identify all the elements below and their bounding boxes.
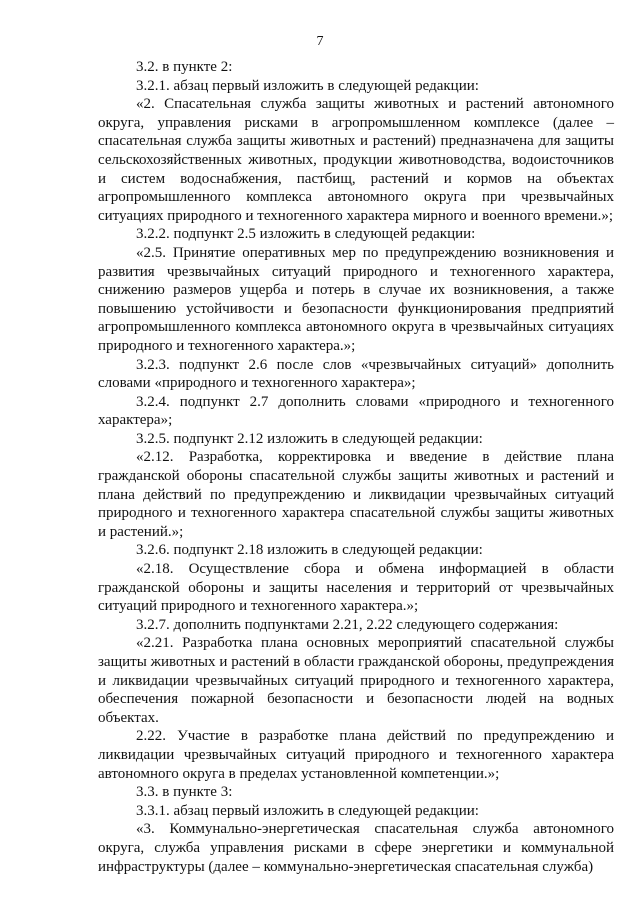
paragraph: 3.2.2. подпункт 2.5 изложить в следующей редакции: (136, 226, 476, 243)
paragraph: 3.2.3. подпункт 2.6 после слов «чрезвычайных ситуаций» дополнить словами «природного и техногенного характера»; (98, 356, 614, 392)
paragraph: 3.3.1. абзац первый изложить в следующей редакции: (136, 802, 479, 819)
paragraph: 3.2.5. подпункт 2.12 изложить в следующей редакции: (136, 430, 483, 447)
page-number: 7 (316, 34, 324, 49)
paragraph: «2.21. Разработка плана основных мероприятий спасательной службы защиты животных и растений в области гражданской обороны, предупреждения и ликвидации чрезвычайных ситуаций природного и техногенного характера, обеспечения пожарной безопасности и безопасности людей на водных объектах. (98, 635, 614, 726)
paragraph: «2.12. Разработка, корректировка и введение в действие плана гражданской обороны спасательной службы защиты животных и растений и плана действий по предупреждению и ликвидации чрезвычайных ситуаций природного и техногенного характера спасательной службы защиты животных и растений.»; (98, 449, 614, 540)
paragraph: «2. Спасательная служба защиты животных и растений автономного округа, управления рисками в агропромышленном комплексе (далее – спасательная служба защиты животных и растений) предназначена для защиты сельскохозяйственных животных, продукции животноводства, водоисточников и систем водоснабжения, пастбищ, растений и кормов на объектах агропромышленного комплекса автономного округа при чрезвычайных ситуациях природного и техногенного характера мирного и военного времени.»; (98, 96, 614, 224)
paragraph: 3.3. в пункте 3: (136, 784, 233, 801)
paragraph: 3.2.7. дополнить подпунктами 2.21, 2.22 следующего содержания: (136, 616, 559, 633)
paragraph: 3.2. в пункте 2: (136, 59, 233, 75)
paragraph: «2.5. Принятие оперативных мер по предупреждению возникновения и развития чрезвычайных ситуаций природного и техногенного характера, снижению размеров ущерба и потерь в случае их возникновения, а также повышению устойчивости и безопасности функционирования предприятий агропромышленного комплекса автономного округа в чрезвычайных ситуациях природного и техногенного характера.»; (98, 244, 614, 354)
paragraph: 3.2.1. абзац первый изложить в следующей редакции: (136, 77, 479, 94)
paragraph: 3.2.4. подпункт 2.7 дополнить словами «природного и техногенного характера»; (98, 393, 614, 429)
paragraph: «2.18. Осуществление сбора и обмена информацией в области гражданской обороны и защиты населения и территорий от чрезвычайных ситуаций природного и техногенного характера.»; (98, 561, 614, 615)
paragraph: 3.2.6. подпункт 2.18 изложить в следующей редакции: (136, 542, 483, 559)
paragraph: 2.22. Участие в разработке плана действий по предупреждению и ликвидации чрезвычайных ситуаций природного и техногенного характера автономного округа в пределах установленной компетенции.»; (98, 728, 614, 782)
document-body (98, 58, 614, 876)
paragraph: «3. Коммунально-энергетическая спасательная служба автономного округа, служба управления рисками в сфере энергетики и коммунальной инфраструктуры (далее – коммунально-энергетическая спасательная служба) (98, 821, 614, 875)
